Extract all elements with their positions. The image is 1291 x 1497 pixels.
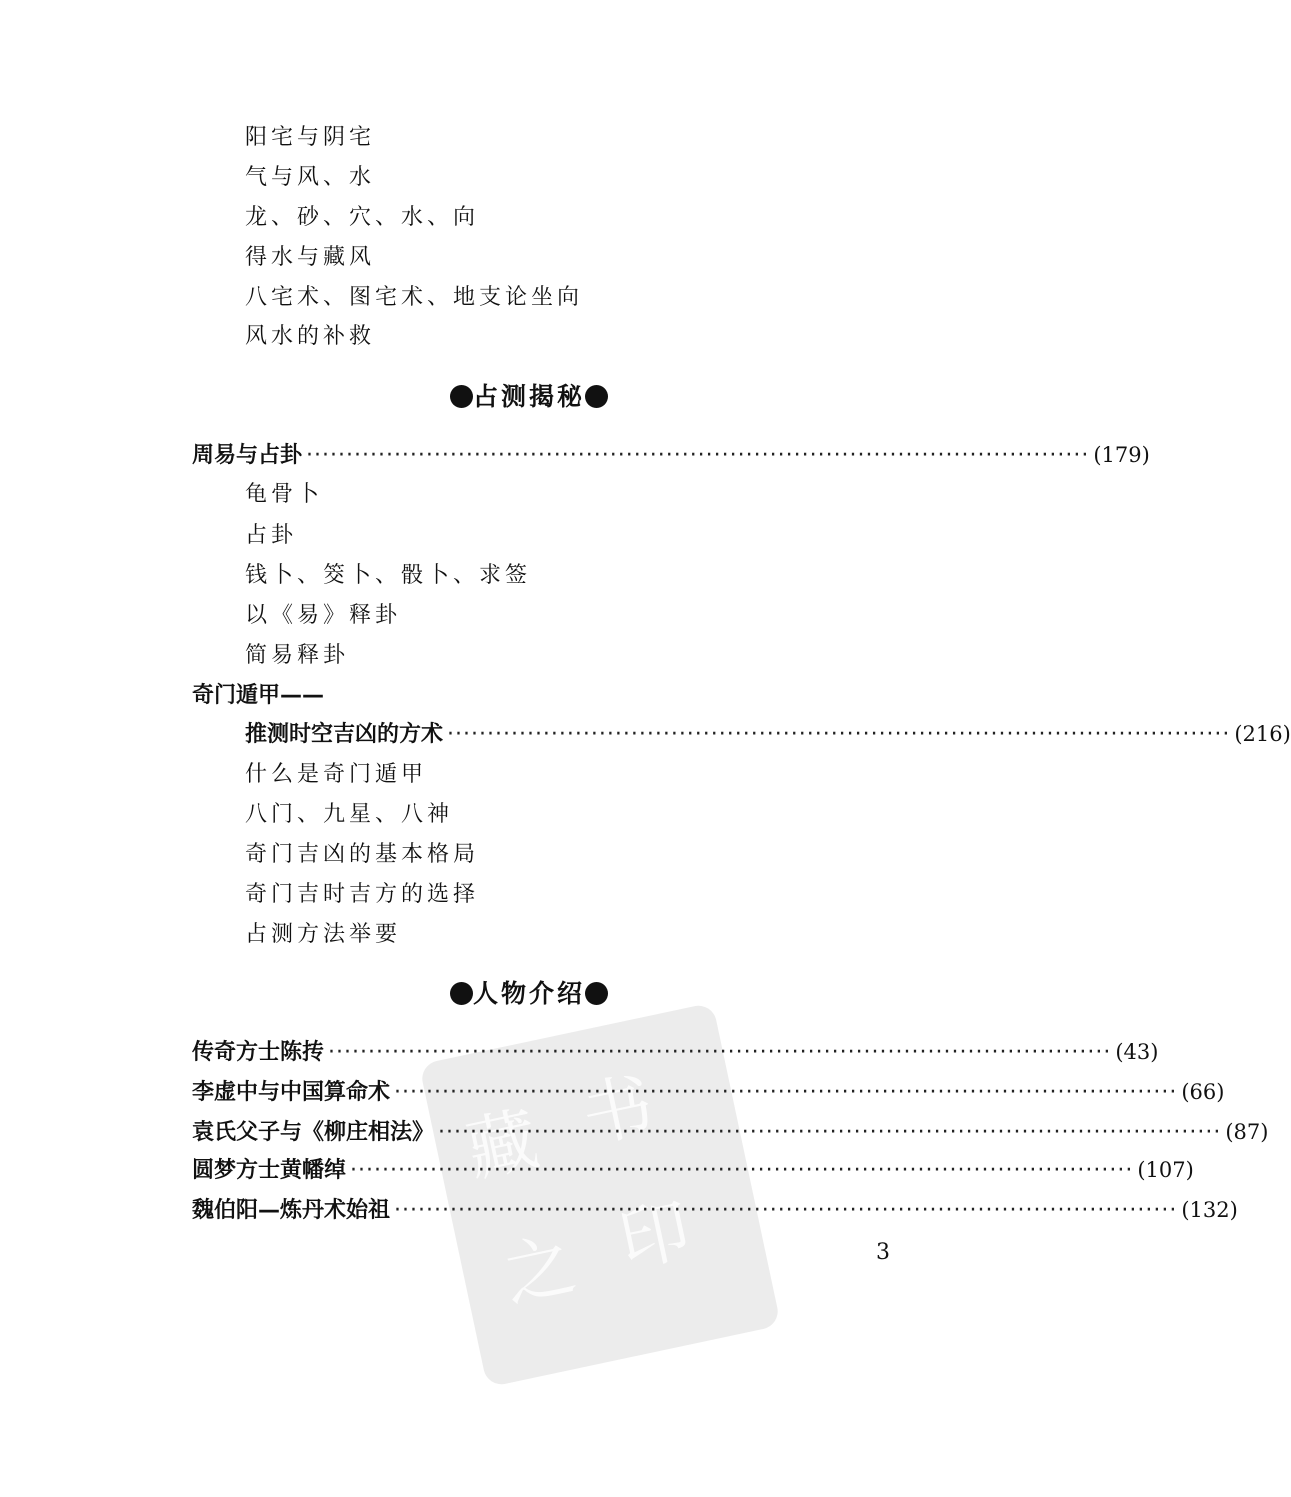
toc-subitem[interactable]: 占卦 [245,523,298,548]
toc-entry[interactable] [245,722,1291,747]
entry-title: 袁氏父子与《柳庄相法》 [192,1120,435,1145]
entry-title: 圆梦方士黄幡绰 [192,1158,347,1183]
toc-entry[interactable] [192,443,1150,468]
toc-subitem[interactable]: 八宅术、图宅术、地支论坐向 [245,285,584,310]
watermark-stamp: 藏 书 之 印 [419,1002,781,1387]
toc-subitem[interactable]: 八门、九星、八神 [245,802,454,827]
toc-entry-title-line[interactable] [192,685,918,707]
entry-title: 魏伯阳—炼丹术始祖 [192,1198,391,1223]
leader-dots: ·································································································· [350,1158,1134,1183]
entry-title: 传奇方士陈抟 [192,1040,325,1065]
leader-dots: ·································································································· [394,1080,1178,1105]
bullet-icon [450,982,473,1005]
toc-subitem[interactable]: 龙、砂、穴、水、向 [245,205,480,230]
section-heading-divination [0,384,1058,409]
toc-subitem[interactable]: 简易释卦 [245,643,350,668]
toc-entry[interactable] [192,1040,1159,1065]
leader-dots: ·································································································· [306,443,1090,468]
toc-subitem[interactable]: 气与风、水 [245,165,376,190]
bullet-icon [585,385,608,408]
leader-dots: ·································································································· [447,722,1231,747]
toc-subitem[interactable]: 得水与藏风 [245,245,376,270]
leader-dots: ·································································································· [394,1198,1178,1223]
toc-subitem[interactable]: 钱卜、筊卜、骰卜、求签 [245,563,532,588]
toc-subitem[interactable]: 龟骨卜 [245,482,324,507]
heading-label: 人物介绍 [472,979,585,1008]
entry-title: 周易与占卦 [192,443,303,468]
toc-entry[interactable] [192,1120,1269,1145]
entry-page: (43) [1115,1040,1159,1064]
toc-subitem[interactable]: 什么是奇门遁甲 [245,762,428,787]
toc-entry[interactable] [192,1158,1194,1183]
heading-label: 占测揭秘 [472,382,585,411]
toc-subitem[interactable]: 奇门吉凶的基本格局 [245,842,480,867]
entry-page: (216) [1234,722,1291,746]
entry-page: (132) [1181,1198,1238,1222]
page-number: 3 [876,1240,890,1265]
toc-subitem[interactable]: 奇门吉时吉方的选择 [245,882,480,907]
section-heading-people [0,981,1058,1006]
toc-subitem[interactable]: 阳宅与阴宅 [245,125,376,150]
toc-subitem[interactable]: 占测方法举要 [245,922,402,947]
entry-title: 奇门遁甲—— [192,683,325,708]
entry-page: (107) [1137,1158,1194,1182]
entry-page: (66) [1181,1080,1225,1104]
toc-entry[interactable] [192,1080,1225,1105]
toc-subitem[interactable]: 以《易》释卦 [245,603,402,628]
leader-dots: ·································································································· [328,1040,1112,1065]
entry-subtitle: 推测时空吉凶的方术 [245,722,444,747]
toc-entry[interactable] [192,1198,1238,1223]
bullet-icon [450,385,473,408]
entry-page: (179) [1093,443,1150,467]
bullet-icon [585,982,608,1005]
entry-page: (87) [1225,1120,1269,1144]
entry-title: 李虚中与中国算命术 [192,1080,391,1105]
leader-dots: ·································································································· [438,1120,1222,1145]
toc-subitem[interactable]: 风水的补救 [245,324,376,349]
